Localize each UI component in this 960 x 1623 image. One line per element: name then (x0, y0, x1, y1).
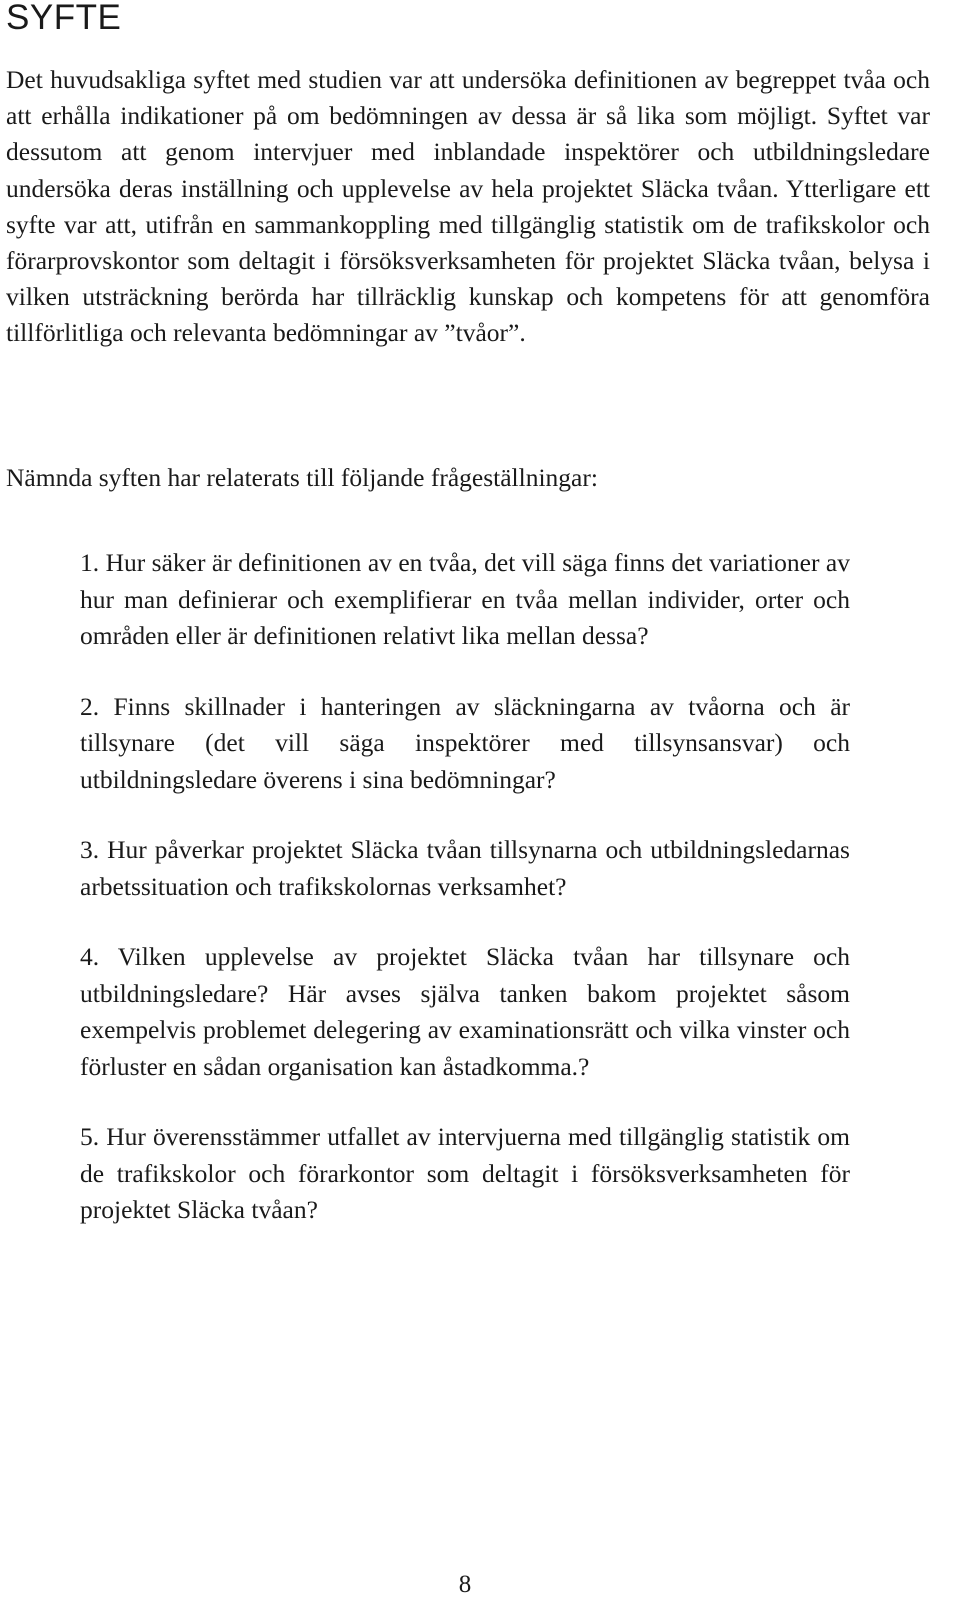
page-number: 8 (458, 1571, 472, 1598)
question-item-1: 1. Hur säker är definitionen av en tvåa, det vill säga finns det variationer av hur man definierar och exemplifierar en tvåa mellan individer, orter och områden eller är definitionen relativt lika mellan dessa? (80, 548, 850, 650)
question-item-2: 2. Finns skillnader i hanteringen av släckningarna av tvåorna och är tillsynare (det vill säga inspektörer med tillsynsansvar) och utbildningsledare överens i sina bedömningar? (80, 691, 850, 794)
question-item-3: 3. Hur påverkar projektet Släcka tvåan tillsynarna och utbildningsledarnas arbetssituation och trafikskolornas verksamhet? (80, 835, 850, 901)
questions-lead-in: Nämnda syften har relaterats till följande frågeställningar: (6, 463, 598, 492)
intro-paragraph: Det huvudsakliga syftet med studien var att undersöka definitionen av begreppet tvåa och att erhålla indikationer på om bedömningen av dessa är så lika som möjligt. Syftet var dessutom att genom intervjuer med inblandade inspektörer och utbildningsledare undersöka deras inställning och upplevelse av hela projektet Släcka tvåan. Ytterligare ett syfte var att, utifrån en sammankoppling med tillgänglig statistik om de trafikskolor och förarprovskontor som deltagit i försöksverksamheten för projektet Släcka tvåan, belysa i vilken utsträckning berörda har tillräcklig kunskap och kompetens för att genomföra tillförlitliga och relevanta bedömningar av ”tvåor”. (6, 65, 930, 348)
question-item-5: 5. Hur överensstämmer utfallet av intervjuerna med tillgänglig statistik om de trafikskolor och förarkontor som deltagit i försöksverksamheten för projektet Släcka tvåan? (80, 1122, 850, 1224)
questions-list (80, 545, 850, 1263)
section-heading: SYFTE (6, 0, 122, 37)
question-item-4: 4. Vilken upplevelse av projektet Släcka tvåan har tillsynare och utbildningsledare? Här avses själva tanken bakom projektet såsom exempelvis problemet delegering av examinationsrätt och vilka vinster och förluster en sådan organisation kan åstadkomma.? (80, 942, 850, 1081)
